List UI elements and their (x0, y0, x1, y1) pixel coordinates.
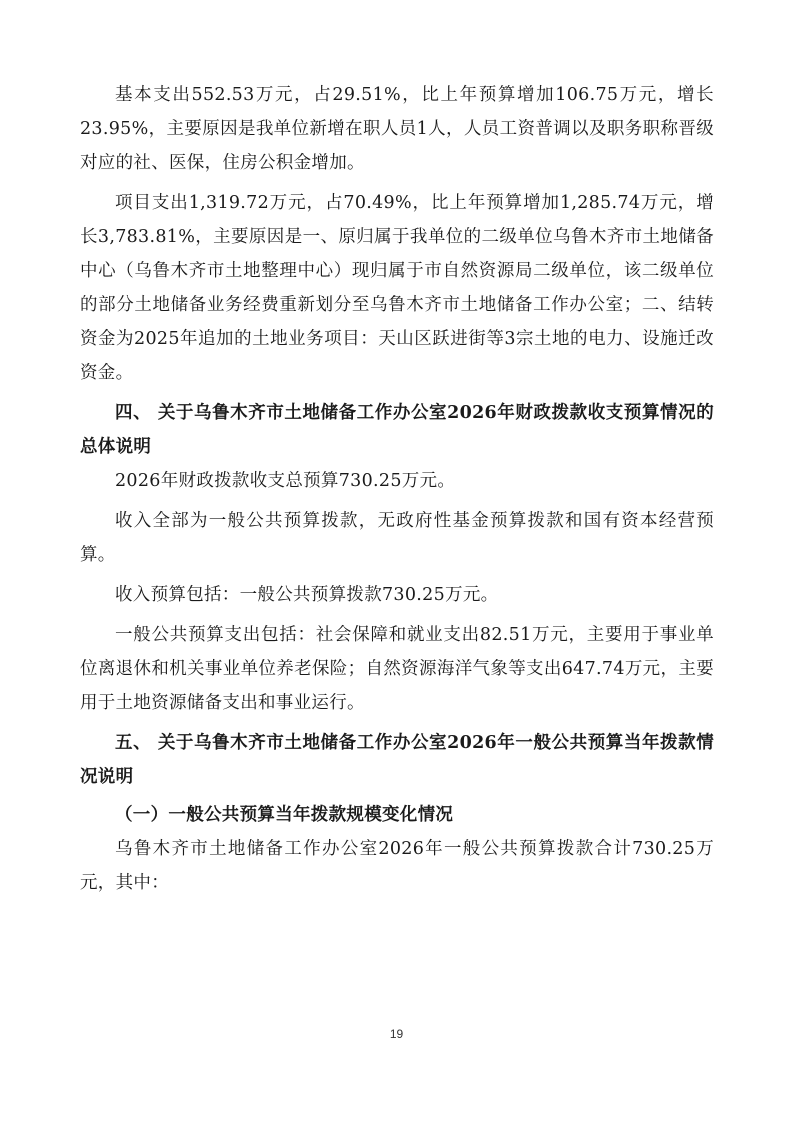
paragraph-income-source: 收入全部为一般公共预算拨款，无政府性基金预算拨款和国有资本经营预算。 (80, 511, 714, 565)
subsection-heading-one: （一）一般公共预算当年拨款规模变化情况 (115, 805, 454, 825)
section-heading-five: 五、 关于乌鲁木齐市土地储备工作办公室2026年一般公共预算当年拨款情况说明 (80, 733, 714, 787)
page-number: 19 (389, 1027, 404, 1041)
section-heading-four: 四、 关于乌鲁木齐市土地储备工作办公室2026年财政拨款收支预算情况的总体说明 (80, 403, 714, 457)
document-body (80, 78, 714, 900)
paragraph-general-budget-total: 乌鲁木齐市土地储备工作办公室2026年一般公共预算拨款合计730.25万元，其中： (80, 839, 714, 893)
paragraph-general-public-expenditure: 一般公共预算支出包括：社会保障和就业支出82.51万元，主要用于事业单位离退休和机关事业单位养老保险；自然资源海洋气象等支出647.74万元，主要用于土地资源储备支出和事业运行。 (80, 625, 714, 713)
paragraph-basic-expenditure: 基本支出552.53万元，占29.51%，比上年预算增加106.75万元，增长23.95%，主要原因是我单位新增在职人员1人，人员工资普调以及职务职称晋级对应的社、医保，住房公积金增加。 (80, 85, 714, 173)
paragraph-total-budget: 2026年财政拨款收支总预算730.25万元。 (115, 471, 456, 491)
paragraph-income-budget: 收入预算包括：一般公共预算拨款730.25万元。 (115, 585, 499, 605)
paragraph-project-expenditure: 项目支出1,319.72万元，占70.49%，比上年预算增加1,285.74万元，增长3,783.81%，主要原因是一、原归属于我单位的二级单位乌鲁木齐市土地储备中心（乌鲁木齐市土地整理中心）现归属于市自然资源局二级单位，该二级单位的部分土地储备业务经费重新划分至乌鲁木齐市土地储备工作办公室；二、结转资金为2025年追加的土地业务项目：天山区跃进街等3宗土地的电力、设施迁改资金。 (80, 193, 714, 383)
